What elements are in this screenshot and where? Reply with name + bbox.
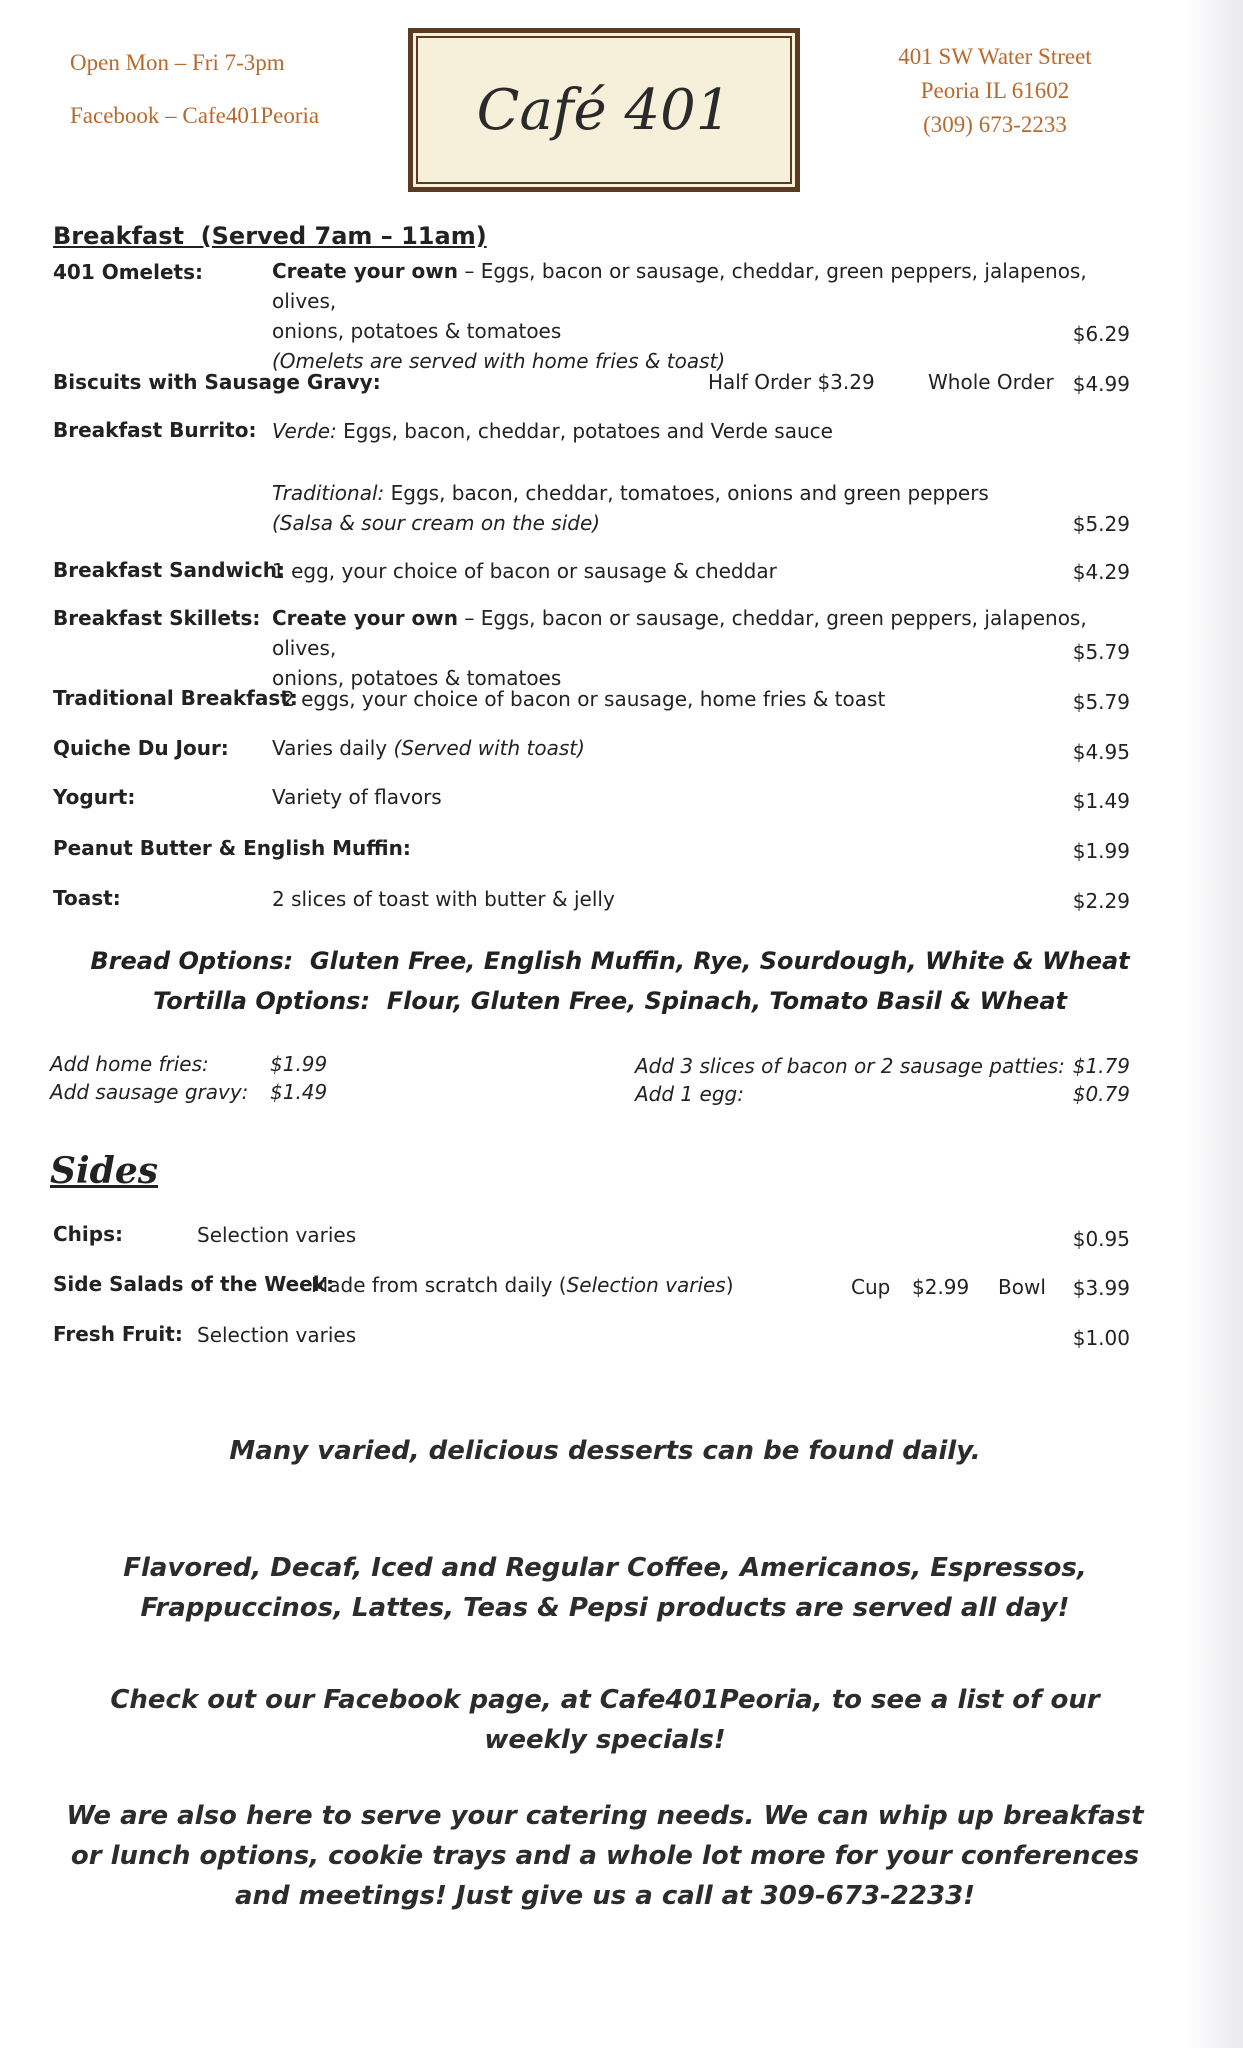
facebook-handle: Facebook – Cafe401Peoria	[70, 103, 320, 128]
salads-desc-italic: Selection varies	[566, 1273, 726, 1297]
omelets-desc-1: – Eggs, bacon or sausage, cheddar, green peppers, jalapenos, olives,	[272, 259, 1087, 313]
salads-bowl-price: $3.99	[1072, 1276, 1130, 1300]
omelets-create-own: Create your own	[272, 259, 458, 283]
catering-note: We are also here to serve your catering needs. We can whip up breakfast or lunch options, cookie trays and a whole lot more for your conferences and meetings! Just give us a call at 309-673-2233!	[66, 1801, 1144, 1911]
addon-bacon-price: $1.79	[1072, 1054, 1130, 1078]
fruit-price: $1.00	[1072, 1326, 1130, 1350]
salads-bowl-label: Bowl	[998, 1275, 1046, 1299]
skillets-description	[272, 603, 1152, 693]
addon-bacon-label: Add 3 slices of bacon or 2 sausage patties:	[635, 1054, 1065, 1078]
yogurt-label: Yogurt:	[53, 785, 136, 809]
address-line-1: 401 SW Water Street	[898, 44, 1092, 69]
phone-number: (309) 673-2233	[923, 112, 1067, 137]
omelets-note: (Omelets are served with home fries & toast)	[272, 349, 726, 373]
biscuits-whole-order: Whole Order	[928, 370, 1054, 394]
skillets-desc-2: onions, potatoes & tomatoes	[272, 666, 562, 690]
omelets-description	[272, 256, 1152, 376]
quiche-label: Quiche Du Jour:	[53, 736, 229, 760]
burrito-note: (Salsa & sour cream on the side)	[272, 511, 601, 535]
skillets-desc-1: – Eggs, bacon or sausage, cheddar, green peppers, jalapenos, olives,	[272, 606, 1087, 660]
header-right	[880, 40, 1110, 142]
logo-text: Café 401	[476, 77, 732, 143]
omelets-price: $6.29	[1072, 322, 1130, 346]
chips-price: $0.95	[1072, 1227, 1130, 1251]
toast-label: Toast:	[53, 886, 121, 910]
pb-muffin-label: Peanut Butter & English Muffin:	[53, 836, 411, 860]
burrito-trad-desc: Eggs, bacon, cheddar, tomatoes, onions and green peppers	[384, 481, 989, 505]
breakfast-section-title: Breakfast (Served 7am – 11am)	[53, 222, 487, 250]
sides-section-title: Sides	[50, 1150, 159, 1192]
bread-options-text: Bread Options: Gluten Free, English Muffin, Rye, Sourdough, White & Wheat	[90, 947, 1130, 975]
biscuits-half-order: Half Order $3.29	[708, 370, 875, 394]
yogurt-desc: Variety of flavors	[272, 785, 442, 809]
pb-muffin-price: $1.99	[1072, 839, 1130, 863]
skillets-label: Breakfast Skillets:	[53, 606, 261, 630]
quiche-price: $4.95	[1072, 740, 1130, 764]
yogurt-price: $1.49	[1072, 789, 1130, 813]
burrito-traditional	[272, 478, 989, 538]
salads-cup-label: Cup	[851, 1275, 891, 1299]
traditional-label: Traditional Breakfast:	[53, 686, 298, 710]
burrito-verde	[272, 416, 833, 446]
tortilla-options-text: Tortilla Options: Flour, Gluten Free, Spinach, Tomato Basil & Wheat	[153, 987, 1067, 1015]
chips-desc: Selection varies	[197, 1223, 357, 1247]
cafe-logo	[408, 28, 800, 192]
traditional-price: $5.79	[1072, 690, 1130, 714]
quiche-note: (Served with toast)	[393, 736, 585, 760]
chips-label: Chips:	[53, 1222, 123, 1246]
burrito-price: $5.29	[1072, 512, 1130, 536]
skillets-price: $5.79	[1072, 640, 1130, 664]
toast-desc: 2 slices of toast with butter & jelly	[272, 887, 615, 911]
quiche-desc-text: Varies daily	[272, 736, 394, 760]
addon-gravy-price: $1.49	[270, 1080, 328, 1104]
page-edge-shadow	[1185, 0, 1243, 2048]
burrito-label: Breakfast Burrito:	[53, 418, 257, 442]
burrito-verde-desc: Eggs, bacon, cheddar, potatoes and Verde sauce	[336, 419, 833, 443]
salads-desc-b: )	[725, 1273, 734, 1297]
biscuits-price: $4.99	[1072, 372, 1130, 396]
desserts-note: Many varied, delicious desserts can be found daily.	[229, 1436, 981, 1466]
salads-desc-a: Made from scratch daily (	[311, 1273, 567, 1297]
salads-desc	[311, 1270, 734, 1300]
burrito-verde-label: Verde:	[272, 419, 337, 443]
salads-cup-price: $2.99	[912, 1275, 970, 1299]
opening-hours: Open Mon – Fri 7-3pm	[70, 50, 285, 75]
toast-price: $2.29	[1072, 889, 1130, 913]
addon-egg-price: $0.79	[1072, 1082, 1130, 1106]
addon-home-fries-price: $1.99	[270, 1052, 328, 1076]
omelets-desc-2: onions, potatoes & tomatoes	[272, 319, 562, 343]
address-line-2: Peoria IL 61602	[920, 78, 1070, 103]
fruit-desc: Selection varies	[197, 1323, 357, 1347]
header-left	[70, 36, 319, 142]
fruit-label: Fresh Fruit:	[53, 1322, 183, 1346]
sandwich-desc: 1 egg, your choice of bacon or sausage & cheddar	[272, 559, 777, 583]
traditional-desc: 2 eggs, your choice of bacon or sausage, home fries & toast	[282, 687, 886, 711]
sandwich-label: Breakfast Sandwich:	[53, 558, 285, 582]
addon-egg-label: Add 1 egg:	[635, 1082, 744, 1106]
bread-options	[60, 941, 1160, 1021]
omelets-label: 401 Omelets:	[53, 260, 203, 284]
burrito-trad-label: Traditional:	[272, 481, 385, 505]
skillets-create-own: Create your own	[272, 606, 458, 630]
biscuits-label: Biscuits with Sausage Gravy:	[53, 370, 381, 394]
addon-gravy-label: Add sausage gravy:	[50, 1080, 249, 1104]
facebook-note: Check out our Facebook page, at Cafe401Peoria, to see a list of our weekly specials!	[110, 1685, 1100, 1755]
quiche-desc	[272, 733, 585, 763]
salads-label: Side Salads of the Week:	[53, 1272, 335, 1296]
addon-home-fries-label: Add home fries:	[50, 1052, 209, 1076]
sandwich-price: $4.29	[1072, 560, 1130, 584]
coffee-note: Flavored, Decaf, Iced and Regular Coffee, Americanos, Espressos, Frappuccinos, Lattes, Teas & Pepsi products are served all day!	[123, 1553, 1087, 1623]
